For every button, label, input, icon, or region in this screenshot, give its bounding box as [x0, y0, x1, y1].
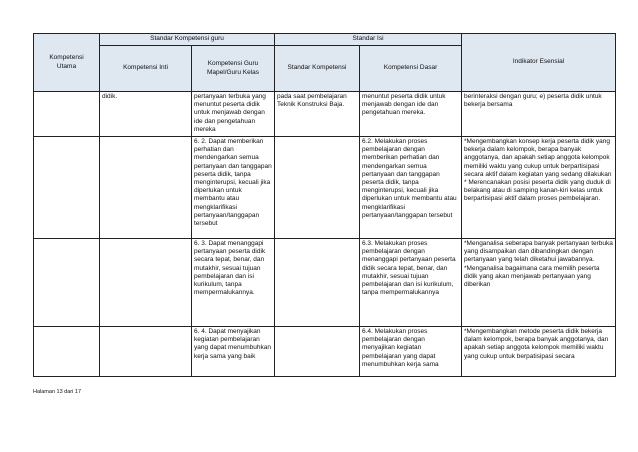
cell-kompetensi-dasar: 6.4. Melakukan proses pembelajaran dengan menyajikan kegiatan pembelajaran yang dapat menumbuhkan kerja sama [360, 327, 462, 377]
cell-kompetensi-inti [100, 137, 192, 239]
cell-standar-kompetensi [275, 137, 360, 239]
table-row [34, 137, 616, 239]
cell-kompetensi-guru: 6. 3. Dapat menanggapi pertanyaan peserta didik secara tepat, benar, dan mutakhir, sesuai tujuan pembelajaran dan isi kurikulum, tanpa mempermalukannya. [192, 239, 275, 327]
header-kompetensi-guru-mapel: Kompetensi Guru Mapel/Guru Kelas [192, 46, 275, 92]
cell-kompetensi-utama [34, 137, 100, 239]
cell-kompetensi-utama [34, 92, 100, 137]
cell-kompetensi-guru: 6. 2. Dapat memberikan perhatian dan mendengarkan semua pertanyaan dan tanggapan peserta didik, tanpa menginterupsi, kecuali jika diperlukan untuk membantu atau mengklarifikasi pertanyaan/tanggapan tersebut [192, 137, 275, 239]
cell-kompetensi-inti: didik. [100, 92, 192, 137]
header-standar-kompetensi-guru: Standar Kompetensi guru [100, 34, 275, 46]
cell-kompetensi-inti [100, 239, 192, 327]
cell-kompetensi-guru: 6. 4. Dapat menyajikan kegiatan pembelajaran yang dapat menumbuhkan kerja sama yang baik [192, 327, 275, 377]
header-kompetensi-dasar: Kompetensi Dasar [360, 46, 462, 92]
header-kompetensi-utama: Kompetensi Utama [34, 34, 100, 92]
cell-kompetensi-dasar: 6.2. Melakukan proses pembelajaran dengan memberikan perhatian dan mendengarkan semua pertanyaan dan tanggapan peserta didik, tanpa menginterupsi, kecuali jika diperlukan untuk membantu atau mengklarifikasi pertanyaan/tanggapan tersebut [360, 137, 462, 239]
cell-kompetensi-dasar: 6.3. Melakukan proses pembelajaran dengan menanggapi pertanyaan peserta didik secara tepat, benar, dan mutakhir, sesuai tujuan pembelajaran dan isi kurikulum, tanpa mempermalukannya [360, 239, 462, 327]
cell-kompetensi-inti [100, 327, 192, 377]
header-standar-kompetensi: Standar Kompetensi [275, 46, 360, 92]
cell-indikator: *Menganalisa seberapa banyak pertanyaan terbuka yang disampaikan dan dibandingkan dengan pertanyaan yang telah diketahui jawabannya. *Menganalisa bagaimana cara memilih peserta didik yang akan menjawab pertanyaan yang diberikan [462, 239, 616, 327]
cell-kompetensi-utama [34, 327, 100, 377]
competency-table [33, 33, 616, 377]
cell-standar-kompetensi [275, 327, 360, 377]
table-row [34, 92, 616, 137]
cell-indikator: *Mengembangkan metode peserta didik bekerja dalam kelompok, berapa banyak anggotanya, dan apakah setiap anggota kelompok memiliki waktu yang cukup untuk berpatisipasi secara [462, 327, 616, 377]
cell-kompetensi-guru: pertanyaan terbuka yang menuntut peserta didik untuk menjawab dengan ide dan pengetahuan mereka [192, 92, 275, 137]
header-kompetensi-inti: Kompetensi Inti [100, 46, 192, 92]
cell-standar-kompetensi: pada saat pembelajaran Teknik Konstruksi Baja. [275, 92, 360, 137]
cell-indikator: *Mengembangkan konsep kerja peserta didik yang bekerja dalam kelompok, berapa banyak anggotanya, dan apakah setiap anggota kelompok memiliki waktu yang cukup untuk berpartisipasi secara aktif dalam kegiatan yang sedang dilakukan * Merencanakan posisi peserta didik yang duduk di belakang atau di samping kanan-kiri kelas untuk berpartisipasi aktif dalam proses pembelajaran. [462, 137, 616, 239]
table-row [34, 239, 616, 327]
cell-standar-kompetensi [275, 239, 360, 327]
cell-kompetensi-dasar: menuntut peserta didik untuk menjawab dengan ide dan pengetahuan mereka. [360, 92, 462, 137]
table-header [34, 34, 616, 92]
cell-kompetensi-utama [34, 239, 100, 327]
cell-indikator: berinteraksi dengan guru; e) peserta didik untuk bekerja bersama [462, 92, 616, 137]
page-number-footer: Halaman 13 dari 17 [33, 389, 82, 395]
header-indikator-esensial: Indikator Esensial [462, 34, 616, 92]
table-row [34, 327, 616, 377]
header-standar-isi: Standar Isi [275, 34, 462, 46]
